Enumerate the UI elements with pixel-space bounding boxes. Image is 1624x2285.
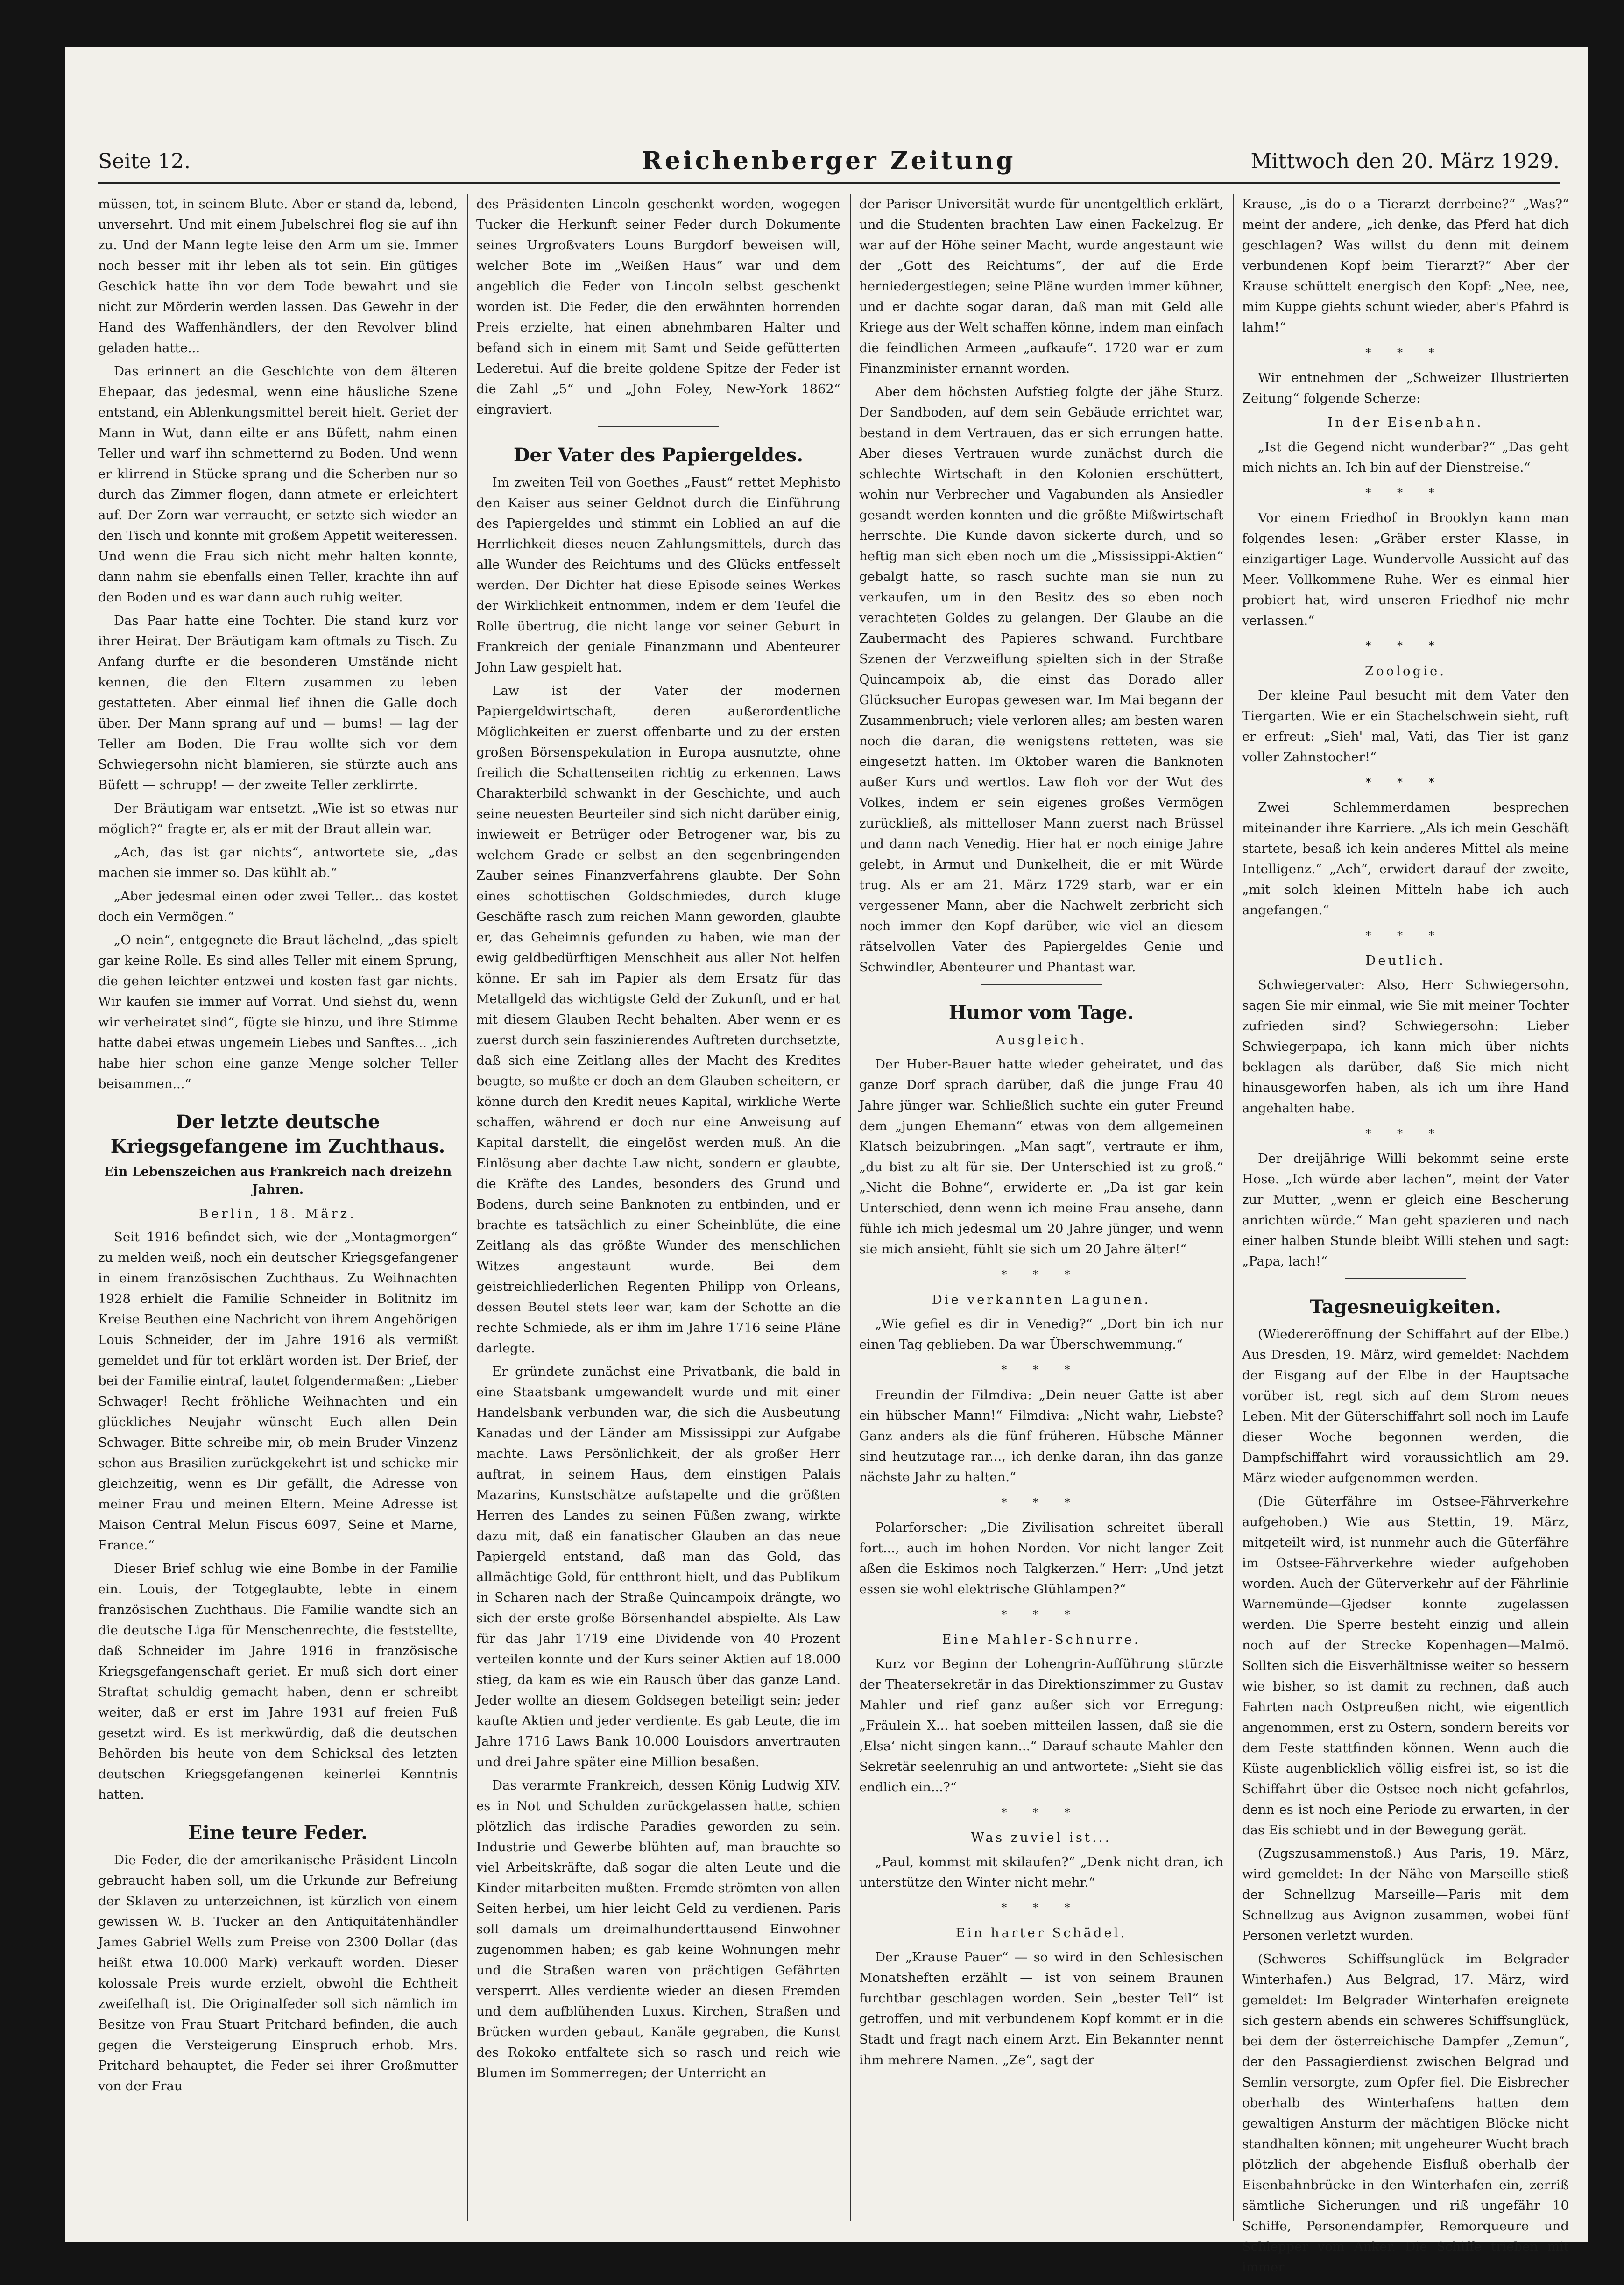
joke-title: Was zuviel ist... [971, 1830, 1112, 1845]
paragraph: Im zweiten Teil von Goethes „Faust“ rettet Mephisto den Kaiser aus seiner Geldnot durch die Einführung des Papiergeldes und stimmt ein Loblied an auf die Herrlichkeit dieses neuen Zahlungsmittels, durch das alle Wunder des Reichtums und des Glücks entfesselt werden. Der Dichter hat diese Episode seines Werkes der Wirklichkeit entnommen, indem er dem Teufel die Rolle übertrug, die nicht lange vor seiner Geburt in Frankreich der geniale Finanzmann und Abenteurer John Law gespielt hat. [476, 475, 840, 675]
paragraph: Der Bräutigam war entsetzt. „Wie ist so etwas nur möglich?“ fragte er, als er mit der Braut allein war. [98, 801, 458, 836]
joke-text: Krause, „is do o a Tierarzt derrbeine?“ „Was?“ meint der andere, „ich denke, das Pferd hat dich geschlagen? Was willst du denn mit deinem verbundenen Kopf beim Tierarzt?“ Aber der Krause schüttelt energisch den Kopf: „Nee, nee, mim Kuppe giehts schunt wieder, aber's Pfahrd is lahm!“ [1242, 197, 1569, 335]
paragraph: „Aber jedesmal einen oder zwei Teller... das kostet doch ein Vermögen.“ [98, 889, 458, 924]
article-heading-humor: Humor vom Tage. [948, 1002, 1134, 1024]
joke-title: Ein harter Schädel. [955, 1925, 1127, 1940]
star-separator: * * * [1001, 1901, 1081, 1914]
divider [981, 984, 1102, 985]
paragraph: Wir entnehmen der „Schweizer Illustrierten Zeitung“ folgende Scherze: [1242, 370, 1569, 406]
paragraph: Law ist der Vater der modernen Papiergeldwirtschaft, deren außerordentliche Möglichkeiten er zuerst offenbarte und zu der ersten großen Börsenspekulation in Europa ausnutzte, ohne freilich die Schattenseiten richtig zu erkennen. Laws Charakterbild schwankt in der Geschichte, und auch seine neuesten Beurteiler sind sich nicht darüber einig, inwieweit er Betrüger oder Betrogener war, bis zu welchem Grade er selbst an den segenbringenden Zauber seines Finanzverfahrens glaubte. Der Sohn eines schottischen Goldschmiedes, durch kluge Geschäfte rasch zum reichen Mann geworden, glaubte er, das Geheimnis gefunden zu haben, wie man der ewig geldbedürftigen Menschheit aus aller Not helfen könne. Er sah im Papier als dem Ersatz für das Metallgeld das wichtigste Geld der Zukunft, und er hat mit diesem Glauben Recht behalten. Aber wenn er es zuerst durch sein faszinierendes Auftreten durchsetzte, daß sich eine Zeitlang alles der Macht des Kredites beugte, so mußte er doch an dem Glauben scheitern, er könne durch den Kredit neues Kapital, wirkliche Werte schaffen, während er doch nur eine Anweisung auf Kapital darstellt, die eingelöst werden muß. An die Einlösung aber dachte Law nicht, sondern er glaubte, die Kräfte des Landes, besonders des Grund und Bodens, durch seine Banknoten zu entbinden, und er brachte es tatsächlich zu einer Scheinblüte, die eine Zeitlang als das größte Wunder des menschlichen Witzes angestaunt wurde. Bei dem geistreichliederlichen Regenten Philipp von Orleans, dessen Beutel stets leer war, kam der Schotte an die rechte Schmiede, als er ihm im Jahre 1716 seine Pläne darlegte. [476, 683, 840, 1356]
paragraph: Aber dem höchsten Aufstieg folgte der jähe Sturz. Der Sandboden, auf dem sein Gebäude errichtet war, bestand in dem Vertrauen, das er sich errungen hatte. Aber dieses Vertrauen wurde zunächst durch die schlechte Wirtschaft in den Kolonien erschüttert, wohin nur Verbrecher und Vagabunden als Ansiedler gesandt werden konnten und die größte Mißwirtschaft herrschte. Die Kunde davon sickerte durch, und so heftig man sich eben noch um die „Mississippi-Aktien“ gebalgt hatte, so rasch suchte man sie nun zu verkaufen, um in den Besitz des so eben noch verachteten Goldes zu gelangen. Der Glaube an die Zaubermacht des Papieres schwand. Furchtbare Szenen der Verzweiflung spielten sich in der Straße Quincampoix ab, die einst das Dorado aller Glücksucher Europas gewesen war. Im Mai begann der Zusammenbruch; viele verloren alles; am besten waren noch die daran, die wenigstens retteten, was sie eingesetzt hatten. Im Oktober waren die Banknoten außer Kurs und wertlos. Law floh vor der Wut des Volkes, indem er sein eigenes großes Vermögen zurückließ, als mittelloser Mann zuerst nach Brüssel und dann nach Venedig. Hier hat er noch einige Jahre gelebt, in Armut und Dunkelheit, die er mit Würde trug. Als er am 21. März 1729 starb, war er ein vergessener Mann, aber die Nachwelt zerbricht sich noch immer den Kopf darüber, wie viel an diesem rätselvollen Vater des Papiergeldes Genie und Schwindler, Abenteurer und Phantast war. [859, 384, 1223, 975]
joke-title: Deutlich. [1365, 953, 1446, 968]
news-item: (Zugszusammenstoß.) Aus Paris, 19. März, wird gemeldet: In der Nähe von Marseille stieß der Schnellzug Marseille—Paris mit dem Schnellzug aus Avignon zusammen, wobei fünf Personen verletzt wurden. [1242, 1846, 1569, 1943]
paragraph: der Pariser Universität wurde für unentgeltlich erklärt, und die Studenten brachten Law einen Fackelzug. Er war auf der Höhe seiner Macht, wurde angestaunt wie der „Gott des Reichtums“, der auf die Erde herniedergestiegen; seine Pläne wurden immer kühner, und er dachte sogar daran, daß man mit Geld alle Kriege aus der Welt schaffen könne, indem man einfach die feindlichen Armeen „aufkaufe“. 1720 war er zum Finanzminister ernannt worden. [859, 197, 1223, 376]
star-separator: * * * [1365, 486, 1446, 499]
article-heading-kriegsgefangene: Der letzte deutsche Kriegsgefangene im Zuchthaus. [110, 1111, 445, 1157]
joke-title: Ausgleich. [996, 1033, 1087, 1047]
star-separator: * * * [1001, 1363, 1081, 1376]
star-separator: * * * [1365, 1127, 1446, 1140]
star-separator: * * * [1365, 346, 1446, 359]
joke-text: Polarforscher: „Die Zivilisation schreitet überall fort..., auch im hohen Norden. Vor nicht langer Zeit aßen die Eskimos noch Talgkerzen.“ Herr: „Und jetzt essen sie wohl elektrische Glühlampen?“ [859, 1520, 1223, 1597]
paragraph: des Präsidenten Lincoln geschenkt worden, wogegen Tucker die Herkunft seiner Feder durch Dokumente seines Urgroßvaters Louns Burgdorf beweisen will, welcher Bote im „Weißen Haus“ war und dem angeblich die Feder von Lincoln selbst geschenkt worden ist. Die Feder, die den erwähnten horrenden Preis erzielte, hat einen abnehmbaren Halter und befand sich in einem mit Samt und Seide gefütterten Lederetui. Auf die breite goldene Spitze der Feder ist die Zahl „5“ und „John Foley, New-York 1862“ eingraviert. [476, 197, 840, 417]
star-separator: * * * [1365, 776, 1446, 789]
issue-date: Mittwoch den 20. März 1929. [1250, 149, 1560, 173]
article-heading-papiergeld: Der Vater des Papiergeldes. [513, 444, 804, 466]
joke-title: Eine Mahler-Schnurre. [942, 1632, 1141, 1647]
paragraph: Dieser Brief schlug wie eine Bombe in der Familie ein. Louis, der Totgeglaubte, lebte in einem französischen Zuchthaus. Die Familie wandte sich an die deutsche Liga für Menschenrechte, die feststellte, daß Schneider im Jahre 1916 in französische Kriegsgefangenschaft geriet. Er muß sich dort einer Straftat schuldig gemacht haben, denn er schreibt weiter, daß er erst im Jahre 1931 auf freien Fuß gesetzt wird. Es ist merkwürdig, daß die deutschen Behörden bis heute von dem Schicksal des letzten deutschen Kriegsgefangenen keinerlei Kenntnis hatten. [98, 1561, 458, 1802]
paragraph: Die Feder, die der amerikanische Präsident Lincoln gebraucht haben soll, um die Urkunde zur Befreiung der Sklaven zu unterzeichnen, ist kürzlich von einem gewissen W. B. Tucker an den Antiquitätenhändler James Gabriel Wells zum Preise von 2300 Dollar (das heißt etwa 10.000 Mark) verkauft worden. Dieser kolossale Preis wurde erzielt, obwohl die Echtheit zweifelhaft ist. Die Originalfeder soll sich nämlich im Besitze von Frau Stuart Pritchard befinden, die auch gegen die Versteigerung Einspruch erhob. Mrs. Pritchard behauptet, die Feder sei ihrer Großmutter von der Frau [98, 1853, 458, 2094]
star-separator: * * * [1001, 1268, 1081, 1281]
column-rule [850, 194, 851, 2221]
star-separator: * * * [1001, 1496, 1081, 1509]
joke-text: Zwei Schlemmerdamen besprechen miteinander ihre Karriere. „Als ich mein Geschäft startete, besaß ich kein anderes Mittel als meine Intelligenz.“ „Ach“, erwidert darauf der zweite, „mit solch kleinen Mitteln habe ich auch angefangen.“ [1242, 800, 1569, 918]
article-heading-tagesneuigkeiten: Tagesneuigkeiten. [1310, 1296, 1501, 1318]
column-2 [476, 194, 840, 2221]
joke-text: „Wie gefiel es dir in Venedig?“ „Dort bin ich nur einen Tag geblieben. Da war Überschwemmung.“ [859, 1316, 1223, 1352]
paragraph: Das verarmte Frankreich, dessen König Ludwig XIV. es in Not und Schulden zurückgelassen hatte, schien plötzlich das irdische Paradies geworden zu sein. Industrie und Gewerbe blühten auf, man brauchte so viel Arbeitskräfte, daß sogar die alten Leute und die Kinder mitarbeiten mußten. Fremde strömten von allen Seiten herbei, um hier leicht Geld zu verdienen. Paris soll damals um dreimalhunderttausend Einwohner zugenommen haben; es gab keine Wohnungen mehr und die Straßen waren von prächtigen Gefährten versperrt. Alles verdiente wieder an diesen Fremden und dem aufblühenden Luxus. Kirchen, Straßen und Brücken wurden gebaut, Kanäle gegraben, die Kunst des Rokoko entfaltete sich so rasch und reich wie Blumen im Sommerregen; der Unterricht an [476, 1778, 840, 2080]
joke-text: „Paul, kommst mit skilaufen?“ „Denk nicht dran, ich unterstütze den Winter nicht mehr.“ [859, 1854, 1223, 1890]
joke-text: Schwiegervater: Also, Herr Schwiegersohn, sagen Sie mir einmal, wie Sie mit meiner Tochter zufrieden sind? Schwiegersohn: Lieber Schwiegerpapa, ich kann mich über nichts beklagen als darüber, daß Sie mich nicht hinausgeworfen haben, als ich um ihre Hand angehalten habe. [1242, 977, 1569, 1116]
star-separator: * * * [1001, 1806, 1081, 1819]
paragraph: Er gründete zunächst eine Privatbank, die bald in eine Staatsbank umgewandelt wurde und mit einer Handelsbank verbunden war, die sich die Ausbeutung Kanadas und der Länder am Mississippi zur Aufgabe machte. Laws Persönlichkeit, der als großer Herr auftrat, in seinem Haus, dem einstigen Palais Mazarins, Kunstschätze aufstapelte und die größten Herren des Landes zu seinen Füßen zwang, wirkte dazu mit, daß ein fanatischer Glauben an das neue Papiergeld entstand, daß man das Gold, das allmächtige Gold, für entthront hielt, und das Publikum in Scharen nach der Straße Quincampoix drängte, wo sich der erste große Börsenhandel abspielte. Als Law für das Jahr 1719 eine Dividende von 40 Prozent verteilen konnte und der Kurs seiner Aktien auf 18.000 stieg, da kam es wie ein Rausch über das ganze Land. Jeder wollte an diesem Goldsegen beteiligt sein; jeder kaufte Aktien und jeder verdiente. Es gab Leute, die im Jahre 1716 Laws Bank 10.000 Louisdors anvertrauten und drei Jahre später eine Million besaßen. [476, 1364, 840, 1769]
joke-text: Vor einem Friedhof in Brooklyn kann man folgendes lesen: „Gräber erster Klasse, in einzigartiger Lage. Wundervolle Aussicht auf das Meer. Vollkommene Ruhe. Wer es einmal hier probiert hat, wird unseren Friedhof nie mehr verlassen.“ [1242, 510, 1569, 628]
paragraph: Seit 1916 befindet sich, wie der „Montagmorgen“ zu melden weiß, noch ein deutscher Kriegsgefangener in einem französischen Zuchthaus. Zu Weihnachten 1928 erhielt die Familie Schneider in Bolitnitz im Kreise Beuthen eine Nachricht von ihrem Angehörigen Louis Schneider, der im Jahre 1916 als vermißt gemeldet und für tot erklärt worden ist. Der Brief, der bei der Familie eintraf, lautet folgendermaßen: „Lieber Schwager! Recht fröhliche Weihnachten und ein glückliches Neujahr wünscht Euch allen Dein Schwager. Bitte schreibe mir, ob mein Bruder Vinzenz schon aus Brasilien zurückgekehrt ist und schicke mir gleichzeitig, wenn es Dir gefällt, die Adresse von meiner Frau und meinen Eltern. Meine Adresse ist Maison Central Melun Fiscus 6097, Seine et Marne, France.“ [98, 1230, 458, 1553]
column-3 [859, 194, 1223, 2221]
newspaper-page [65, 47, 1588, 2275]
star-separator: * * * [1365, 639, 1446, 652]
joke-text: Der „Krause Pauer“ — so wird in den Schlesischen Monatsheften erzählt — ist von seinem Braunen furchtbar geschlagen worden. Sein „bester Teil“ ist getroffen, und mit verbundenem Kopf kommt er in die Stadt und fragt nach einem Arzt. Ein Bekannter nennt ihm mehrere Namen. „Ze“, sagt der [859, 1950, 1223, 2067]
dateline: Berlin, 18. März. [199, 1206, 357, 1221]
column-4 [1242, 194, 1569, 2275]
news-item: (Wiedereröffnung der Schiffahrt auf der Elbe.) Aus Dresden, 19. März, wird gemeldet: Nachdem der Eisgang auf der Elbe in der Hauptsache vorüber ist, regt sich auf dem Strom neues Leben. Mit der Güterschiffahrt soll noch im Laufe dieser Woche begonnen werden, die Dampfschiffahrt wird voraussichtlich am 29. März wieder aufgenommen werden. [1242, 1327, 1569, 1486]
article-heading-feder: Eine teure Feder. [188, 1822, 367, 1844]
page-number: Seite 12. [98, 149, 191, 173]
article-subheading: Ein Lebenszeichen aus Frankreich nach dreizehn Jahren. [104, 1165, 452, 1197]
star-separator: * * * [1365, 929, 1446, 942]
divider [598, 426, 719, 427]
joke-text: Der Huber-Bauer hatte wieder geheiratet, und das ganze Dorf sprach darüber, daß die junge Frau 40 Jahre jünger war. Schließlich suchte ein guter Freund dem „jungen Ehemann“ etwas von dem allgemeinen Klatsch beizubringen. „Man sagt“, vertraute er ihm, „du bist zu alt für sie. Der Unterschied ist zu groß.“ „Nicht die Bohne“, erwiderte er. „Da ist gar kein Unterschied, denn wenn ich meine Frau ansehe, dann fühle ich mich jedesmal um 20 Jahre jünger, und wenn sie mich ansieht, fühlt sie sich um 20 Jahre älter!“ [859, 1057, 1223, 1257]
column-rule [1233, 194, 1234, 2221]
page-header [98, 145, 1560, 184]
column-rule [467, 194, 468, 2221]
joke-title: Zoologie. [1365, 664, 1446, 679]
paragraph: Das Paar hatte eine Tochter. Die stand kurz vor ihrer Heirat. Der Bräutigam kam oftmals zu Tisch. Zu Anfang durfte er die besonderen Umstände nicht kennen, die den Eltern zusammen zu leben gestatteten. Aber einmal lief ihnen die Galle doch über. Der Mann sprang auf und — bums! — lag der Teller am Boden. Die Frau wollte sich vor dem Schwiegersohn nicht blamieren, sie stürzte auch ans Büfett — schrupp! — der zweite Teller zerklirrte. [98, 613, 458, 792]
news-item: (Schweres Schiffsunglück im Belgrader Winterhafen.) Aus Belgrad, 17. März, wird gemeldet: Im Belgrader Winterhafen ereignete sich gestern abends ein schweres Schiffsunglück, bei dem der österreichische Dampfer „Zemun“, der den Passagierdienst zwischen Belgrad und Semlin versorgte, zum Opfer fiel. Die Eisbrecher oberhalb des Winterhafens hatten dem gewaltigen Ansturm der mächtigen Blöcke nicht standhalten können; mit ungeheurer Wucht brach plötzlich der abgehende Eisfluß oberhalb der Eisenbahnbrücke in den Winterhafen ein, zerriß sämtliche Sicherungen und riß ungefähr 10 Schiffe, Personendampfer, Remorqueure und Schlepper vom Anker. Die Schiffe trieben mit immer [1242, 1952, 1569, 2275]
column-1 [98, 194, 458, 2221]
news-item: (Die Güterfähre im Ostsee-Fährverkehre aufgehoben.) Wie aus Stettin, 19. März, mitgeteilt wird, ist nunmehr auch die Güterfähre im Ostsee-Fährverkehre wieder aufgehoben worden. Auch der Güterverkehr auf der Fährlinie Warnemünde—Gjedser konnte zugelassen werden. Die Sperre besteht einzig und allein noch auf der Strecke Kopenhagen—Malmö. Sollten sich die Eisverhältnisse weiter so bessern wie bisher, so ist damit zu rechnen, daß auch Fahrten nach Ostpreußen nicht, wie eigentlich angenommen, erst zu Ostern, sondern bereits vor dem Feste stattfinden können. Wenn auch die Küste augenblicklich völlig eisfrei ist, so ist die Schiffahrt über die Ostsee noch nicht gefahrlos, denn es ist noch eine Periode zu erwarten, in der das Eis schiebt und in der Bewegung gerät. [1242, 1494, 1569, 1838]
star-separator: * * * [1001, 1608, 1081, 1621]
story-continuation: müssen, tot, in seinem Blute. Aber er stand da, lebend, unversehrt. Und mit einem Jubelschrei flog sie auf ihn zu. Und der Mann legte leise den Arm um sie. Immer noch besser mit ihr leben als tot sein. Ein gütiges Geschick hatte ihn vor dem Tode bewahrt und sie nicht zur Mörderin werden lassen. Das Gewehr in der Hand des Waffenhändlers, der den Revolver blind geladen hatte... [98, 197, 458, 355]
columns [98, 194, 1569, 2275]
paragraph: Das erinnert an die Geschichte von dem älteren Ehepaar, das jedesmal, wenn eine häusliche Szene entstand, ein Ablenkungsmittel bereit hielt. Geriet der Mann in Wut, dann eilte er ans Büfett, nahm einen Teller und warf ihn schmetternd zu Boden. Und wenn er klirrend in Stücke sprang und die Scherben nur so durch das Zimmer flogen, dann atmete er erleichtert auf. Der Zorn war verraucht, er setzte sich wieder an den Tisch und konnte mit großem Appetit weiteressen. Und wenn die Frau sich nicht mehr halten konnte, dann nahm sie ebenfalls einen Teller, krachte ihn auf den Boden und es war dann auch ruhig weiter. [98, 364, 458, 605]
joke-text: Freundin der Filmdiva: „Dein neuer Gatte ist aber ein hübscher Mann!“ Filmdiva: „Nicht wahr, Liebste? Ganz anders als die fünf früheren. Hübsche Männer sind heutzutage rar..., ich denke daran, ihn das ganze nächste Jahr zu halten.“ [859, 1387, 1223, 1485]
divider [1345, 1278, 1466, 1279]
joke-text: „Ist die Gegend nicht wunderbar?“ „Das geht mich nichts an. Ich bin auf der Dienstreise.“ [1242, 439, 1569, 475]
joke-title: In der Eisenbahn. [1327, 415, 1483, 430]
joke-title: Die verkannten Lagunen. [932, 1292, 1151, 1307]
joke-text: Der kleine Paul besucht mit dem Vater den Tiergarten. Wie er ein Stachelschwein sieht, ruft er erfreut: „Sieh' mal, Vati, das Tier ist ganz voller Zahnstocher!“ [1242, 688, 1569, 764]
masthead: Reichenberger Zeitung [642, 147, 1016, 175]
joke-text: Kurz vor Beginn der Lohengrin-Aufführung stürzte der Theatersekretär in das Direktionszimmer zu Gustav Mahler und rief ganz außer sich vor Erregung: „Fräulein X... hat soeben mitteilen lassen, daß sie die ‚Elsa‘ nicht singen kann...“ Darauf schaute Mahler den Sekretär seelenruhig an und antwortete: „Sieht sie das endlich ein...?“ [859, 1656, 1223, 1795]
paragraph: „O nein“, entgegnete die Braut lächelnd, „das spielt gar keine Rolle. Es sind alles Teller mit einem Sprung, die gehen leichter entzwei und kosten fast gar nichts. Wir kaufen sie immer auf Vorrat. Und siehst du, wenn wir verheiratet sind“, fügte sie hinzu, und ihre Stimme hatte dabei etwas ungemein Liebes und Sanftes... „ich habe hier schon eine ganze Menge solcher Teller beisammen...“ [98, 933, 458, 1091]
paragraph: „Ach, das ist gar nichts“, antwortete sie, „das machen sie immer so. Das kühlt ab.“ [98, 845, 458, 880]
joke-text: Der dreijährige Willi bekommt seine erste Hose. „Ich würde aber lachen“, meint der Vater zur Mutter, „wenn er gleich eine Bescherung anrichten würde.“ Man geht spazieren und nach einer halben Stunde bleibt Willi stehen und sagt: „Papa, lach!“ [1242, 1151, 1569, 1269]
